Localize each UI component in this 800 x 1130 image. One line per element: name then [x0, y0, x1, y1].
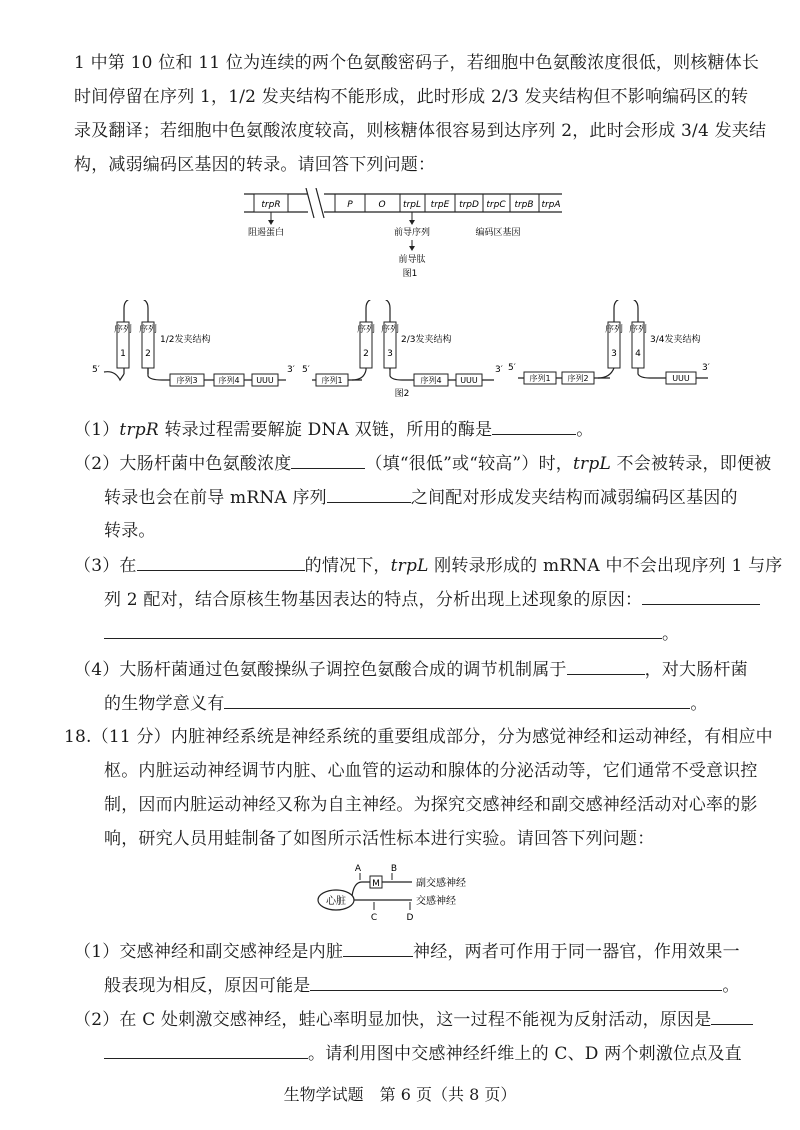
point-a-label: A: [354, 864, 362, 874]
q1-end: 。: [576, 420, 594, 440]
hairpin-1-2-label: 1/2发夹结构: [160, 335, 211, 345]
answer-blank-q2-concentration[interactable]: [291, 452, 365, 469]
answer-blank-q18-1-reason[interactable]: [310, 974, 722, 991]
q3-rest: 刚转录形成的 mRNA 中不会出现序列 1 与序: [428, 556, 783, 576]
q18-1-b: 神经，两者可作用于同一器官，作用效果一: [413, 942, 740, 962]
question-18-line-2: 枢。内脏运动神经调节内脏、心血管的运动和腺体的分泌活动等，它们通常不受意识控: [104, 761, 758, 781]
panel1-uuu: UUU: [256, 376, 274, 385]
panel2-seq1: 序列1: [321, 376, 343, 385]
q4-end: 。: [690, 694, 708, 714]
hairpin3-left-seq-word: 序列: [604, 325, 624, 335]
hairpin1-left-number: 1: [120, 349, 126, 359]
point-c-label: C: [370, 913, 378, 923]
question-3-line-2: [104, 588, 760, 611]
q2-gene: trpL: [573, 454, 611, 474]
intro-line-2: 时间停留在序列 1，1/2 发夹结构不能形成，此时形成 2/3 发夹结构但不影响编码区的转: [74, 87, 749, 107]
panel3-seq2: 序列2: [567, 374, 589, 383]
gene-trpB: trpB: [514, 200, 534, 210]
gene-trpE: trpE: [430, 200, 450, 210]
five-prime-label-1: 5′: [92, 365, 100, 375]
panel3-seq1: 序列1: [529, 374, 551, 383]
question-3-line-3: [104, 622, 679, 645]
q4-line2: 的生物学意义有: [104, 694, 225, 714]
question-2-line-1: [74, 452, 771, 475]
m-label: M: [372, 879, 380, 889]
page-footer: 生物学试题 第 6 页（共 8 页）: [283, 1085, 517, 1104]
q2-prefix: （2）大肠杆菌中色氨酸浓度: [74, 454, 292, 474]
point-b-label: B: [390, 864, 398, 874]
q18-1-a: （1）交感神经和副交感神经是内脏: [74, 942, 344, 962]
heart-label: 心脏: [326, 896, 346, 907]
q1-gene: trpR: [119, 420, 159, 440]
question-2-line-3: 转录。: [104, 521, 156, 541]
hairpin2-right-number: 3: [387, 349, 393, 359]
gene-trpD: trpD: [459, 200, 479, 210]
parasympathetic-nerve-label: 副交感神经: [416, 878, 466, 889]
q2-line2-a: 转录也会在前导 mRNA 序列: [104, 488, 327, 508]
label-leader-peptide: 前导肽: [398, 255, 426, 265]
hairpin2-right-seq-word: 序列: [380, 325, 400, 335]
gene-trpA: trpA: [541, 200, 561, 210]
hairpin-3-4-label: 3/4发夹结构: [650, 335, 701, 345]
q18-2-line2: 。请利用图中交感神经纤维上的 C、D 两个刺激位点及直: [308, 1044, 742, 1064]
panel2-seq4: 序列4: [420, 376, 442, 385]
answer-blank-q1[interactable]: [492, 418, 576, 435]
hairpin-2-3-label: 2/3发夹结构: [401, 335, 452, 345]
hairpin1-right-number: 2: [145, 349, 151, 359]
question-18-2-line-1: [74, 1008, 753, 1031]
q2-line2-b: 之间配对形成发夹结构而减弱编码区基因的: [410, 488, 738, 508]
answer-blank-q3-reason-a[interactable]: [642, 588, 760, 605]
panel2-uuu: UUU: [460, 376, 478, 385]
sympathetic-nerve-label: 交感神经: [416, 896, 456, 907]
intro-line-4: 构，减弱编码区基因的转录。请回答下列问题：: [74, 155, 436, 175]
intro-line-3: 录及翻译；若细胞中色氨酸浓度较高，则核糖体很容易到达序列 2，此时会形成 3/4 发夹结: [74, 121, 767, 141]
q3-mid: 的情况下，: [304, 556, 391, 576]
answer-blank-q4-significance[interactable]: [224, 692, 690, 709]
figure-1-operon-diagram: [240, 188, 570, 280]
gene-P: P: [347, 200, 353, 210]
hairpin3-right-seq-word: 序列: [628, 325, 648, 335]
question-4-line-2: [104, 692, 708, 715]
gene-trpL: trpL: [403, 200, 421, 210]
hairpin3-right-number: 4: [635, 349, 641, 359]
question-18-line-1: 18.（11 分）内脏神经系统是神经系统的重要组成部分，分为感觉神经和运动神经，有相应中: [64, 727, 773, 747]
three-prime-label-1: 3′: [287, 365, 295, 375]
question-3-line-1: [74, 554, 782, 577]
q3-gene: trpL: [390, 556, 429, 576]
q4-line1-a: （4）大肠杆菌通过色氨酸操纵子调控色氨酸合成的调节机制属于: [74, 660, 567, 680]
label-coding-genes: 编码区基因: [475, 228, 521, 238]
figure-2-caption: 图2: [394, 389, 410, 398]
question-18-1-line-1: [74, 940, 740, 963]
figure-3-heart-nerve-diagram: [316, 862, 496, 926]
question-18-line-4: 响，研究人员用蛙制备了如图所示活性标本进行实验。请回答下列问题：: [104, 829, 655, 849]
q1-text: 转录过程需要解旋 DNA 双链，所用的酶是: [158, 420, 493, 440]
answer-blank-q2-sequence[interactable]: [327, 486, 411, 503]
hairpin1-right-seq-word: 序列: [138, 325, 158, 335]
answer-blank-q4-mechanism[interactable]: [567, 658, 645, 675]
five-prime-label-2: 5′: [302, 365, 310, 375]
intro-line-1: 1 中第 10 位和 11 位为连续的两个色氨酸密码子，若细胞中色氨酸浓度很低，则核糖体长: [74, 53, 760, 73]
three-prime-label-2: 3′: [495, 365, 503, 375]
q3-prefix: （3）在: [74, 556, 137, 576]
figure-2-hairpin-diagram: [90, 300, 730, 398]
question-18-1-line-2: [104, 974, 740, 997]
q2-mid: （填“很低”或“较高”）时，: [365, 454, 573, 474]
q4-line1-b: ，对大肠杆菌: [644, 660, 748, 680]
three-prime-label-3: 3′: [702, 363, 710, 373]
answer-blank-q18-2-reason-b[interactable]: [104, 1042, 308, 1059]
hairpin1-left-seq-word: 序列: [113, 325, 133, 335]
question-18-line-3: 制，因而内脏运动神经又称为自主神经。为探究交感神经和副交感神经活动对心率的影: [104, 795, 758, 815]
q3-line2: 列 2 配对，结合原核生物基因表达的特点，分析出现上述现象的原因：: [104, 590, 643, 610]
figure-1-caption: 图1: [402, 269, 418, 279]
q18-1-line2: 般表现为相反，原因可能是: [104, 976, 311, 996]
answer-blank-q18-1-nerve-type[interactable]: [343, 940, 413, 957]
q1-prefix: （1）: [74, 420, 120, 440]
panel1-seq4: 序列4: [218, 376, 240, 385]
question-4-line-1: [74, 658, 748, 681]
q18-2-line1: （2）在 C 处刺激交感神经，蛙心率明显加快，这一过程不能视为反射活动，原因是: [74, 1010, 712, 1030]
panel1-seq3: 序列3: [176, 376, 198, 385]
hairpin2-left-number: 2: [363, 349, 369, 359]
answer-blank-q3-condition[interactable]: [137, 554, 305, 571]
question-1: [74, 418, 593, 441]
q2-rest: 不会被转录，即便被: [610, 454, 772, 474]
gene-O: O: [378, 200, 386, 210]
hairpin2-left-seq-word: 序列: [356, 325, 376, 335]
hairpin3-left-number: 3: [611, 349, 617, 359]
point-d-label: D: [406, 913, 414, 923]
answer-blank-q3-reason-b[interactable]: [104, 622, 662, 639]
q18-1-end: 。: [722, 976, 740, 996]
q3-end: 。: [662, 624, 680, 644]
label-repressor: 阻遏蛋白: [247, 228, 285, 238]
gene-trpC: trpC: [486, 200, 506, 210]
gene-trpR: trpR: [261, 200, 281, 210]
question-2-line-2: [104, 486, 738, 509]
question-18-2-line-2: [104, 1042, 742, 1065]
label-leader-sequence: 前导序列: [393, 228, 431, 238]
panel3-uuu: UUU: [672, 374, 690, 383]
five-prime-label-3: 5′: [508, 363, 516, 373]
answer-blank-q18-2-reason-a[interactable]: [711, 1008, 753, 1025]
